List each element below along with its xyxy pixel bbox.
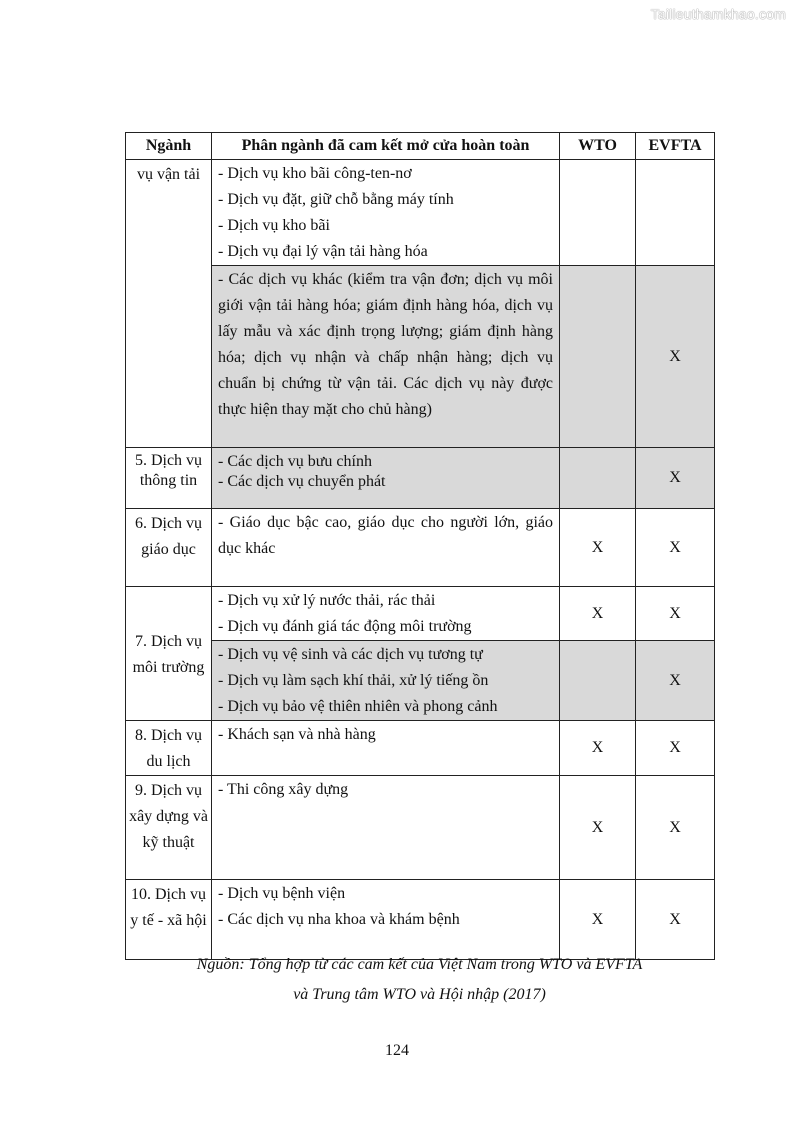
table-row [126, 880, 715, 960]
commitments-table [125, 132, 715, 960]
table-row [126, 160, 715, 266]
header-evfta: EVFTA [636, 133, 715, 160]
sector-cell: vụ vận tải [126, 160, 212, 448]
subsector-cell [212, 880, 560, 960]
table-row [126, 721, 715, 776]
subsector-item: - Dịch vụ bảo vệ thiên nhiên và phong cảnh [218, 698, 498, 715]
subsector-item: - Dịch vụ kho bãi [218, 217, 330, 234]
evfta-cell: X [636, 266, 715, 448]
wto-cell: X [560, 776, 636, 880]
evfta-cell: X [636, 776, 715, 880]
sector-cell: 8. Dịch vụ du lịch [126, 721, 212, 776]
wto-cell: X [560, 721, 636, 776]
source-note-line1: Nguồn: Tổng hợp từ các cam kết của Việt Nam trong WTO và EVFTA [196, 956, 643, 973]
subsector-cell [212, 776, 560, 880]
subsector-item: - Các dịch vụ chuyển phát [218, 473, 386, 490]
table-row [126, 587, 715, 641]
subsector-item: - Dịch vụ kho bãi công-ten-nơ [218, 165, 412, 182]
wto-cell [560, 160, 636, 266]
subsector-item: - Dịch vụ đại lý vận tải hàng hóa [218, 243, 428, 260]
subsector-item: - Các dịch vụ bưu chính [218, 453, 372, 470]
subsector-item: - Dịch vụ đánh giá tác động môi trường [218, 618, 472, 635]
subsector-item: - Các dịch vụ khác (kiểm tra vận đơn; dịch vụ môi giới vận tải hàng hóa; giám định hàng hóa, dịch vụ lấy mẫu và xác định trọng lượng; giám định hàng hóa; dịch vụ nhận và chấp nhận hàng; dịch vụ chuẩn bị chứng từ vận tải. Các dịch vụ này được thực hiện thay mặt cho chủ hàng) [218, 271, 553, 418]
evfta-cell: X [636, 509, 715, 587]
table-row [126, 266, 715, 448]
subsector-cell [212, 448, 560, 509]
page-number: 124 [385, 1042, 409, 1059]
subsector-cell [212, 266, 560, 448]
header-subsector: Phân ngành đã cam kết mở cửa hoàn toàn [212, 133, 560, 160]
subsector-item: - Giáo dục bậc cao, giáo dục cho người lớn, giáo dục khác [218, 514, 553, 557]
wto-cell [560, 266, 636, 448]
subsector-cell [212, 160, 560, 266]
wto-cell: X [560, 587, 636, 641]
wto-cell: X [560, 880, 636, 960]
table-row [126, 448, 715, 509]
subsector-item: - Dịch vụ bệnh viện [218, 885, 346, 902]
subsector-cell [212, 509, 560, 587]
subsector-cell [212, 641, 560, 721]
header-wto: WTO [560, 133, 636, 160]
subsector-item: - Dịch vụ vệ sinh và các dịch vụ tương tự [218, 646, 483, 663]
table-row [126, 509, 715, 587]
table-row [126, 641, 715, 721]
sector-cell: 7. Dịch vụ môi trường [126, 587, 212, 721]
table-header-row [126, 133, 715, 160]
evfta-cell: X [636, 721, 715, 776]
subsector-item: - Dịch vụ xử lý nước thải, rác thải [218, 592, 436, 609]
table-row [126, 776, 715, 880]
subsector-item: - Các dịch vụ nha khoa và khám bệnh [218, 911, 460, 928]
evfta-cell: X [636, 641, 715, 721]
evfta-cell [636, 160, 715, 266]
wto-cell [560, 448, 636, 509]
subsector-item: - Dịch vụ đặt, giữ chỗ bằng máy tính [218, 191, 454, 208]
wto-cell: X [560, 509, 636, 587]
header-sector: Ngành [126, 133, 212, 160]
source-note-line2: và Trung tâm WTO và Hội nhập (2017) [293, 986, 546, 1003]
subsector-item: - Khách sạn và nhà hàng [218, 726, 376, 743]
evfta-cell: X [636, 587, 715, 641]
sector-cell: 10. Dịch vụ y tế - xã hội [126, 880, 212, 960]
watermark: Tailieuthamkhao.com [650, 6, 786, 22]
subsector-cell [212, 587, 560, 641]
evfta-cell: X [636, 880, 715, 960]
sector-cell: 5. Dịch vụ thông tin [126, 448, 212, 509]
sector-cell: 6. Dịch vụ giáo dục [126, 509, 212, 587]
wto-cell [560, 641, 636, 721]
subsector-item: - Thi công xây dựng [218, 781, 349, 798]
evfta-cell: X [636, 448, 715, 509]
sector-cell: 9. Dịch vụ xây dựng và kỹ thuật [126, 776, 212, 880]
subsector-cell [212, 721, 560, 776]
subsector-item: - Dịch vụ làm sạch khí thải, xử lý tiếng ồn [218, 672, 489, 689]
